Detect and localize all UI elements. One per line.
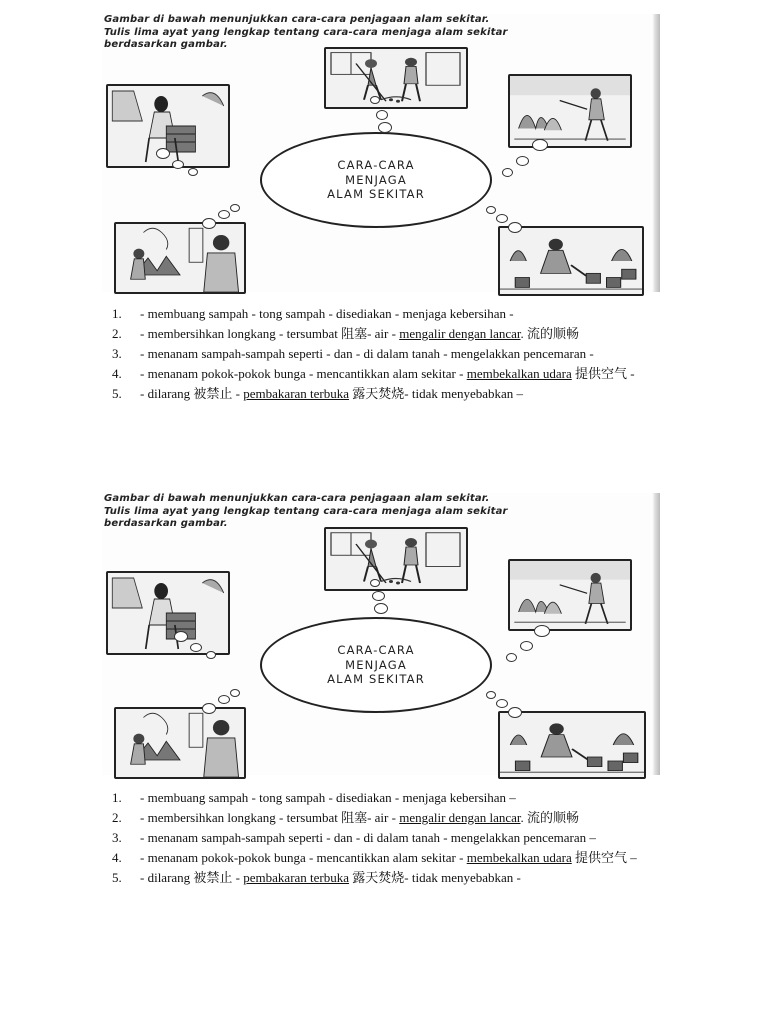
underlined-phrase: mengalir dengan lancar	[399, 810, 521, 825]
scene-planting-flowers	[498, 226, 644, 296]
answer-text	[140, 324, 652, 344]
answer-number: 2.	[112, 326, 122, 341]
answer-item	[112, 324, 652, 344]
thought-bubble	[370, 579, 380, 587]
scan-shadow	[652, 14, 660, 292]
instruction-line: Tulis lima ayat yang lengkap tentang cara-cara menjaga alam sekitar	[104, 505, 508, 517]
thought-bubble	[190, 643, 202, 652]
thought-bubble	[502, 168, 513, 177]
answer-text	[140, 364, 652, 384]
answer-number: 5.	[112, 870, 122, 885]
answer-text-part: - menanam pokok-pokok bunga - mencantikkan alam sekitar -	[140, 850, 467, 865]
scene-cleaning-drain	[106, 571, 230, 655]
thought-bubble	[202, 218, 216, 229]
worksheet-instructions	[104, 14, 508, 52]
center-title-line: ALAM SEKITAR	[327, 672, 425, 687]
answer-list-2	[112, 788, 652, 888]
answer-text	[140, 808, 652, 828]
thought-bubble	[202, 703, 216, 714]
answer-item	[112, 828, 652, 848]
underlined-phrase: pembakaran terbuka	[243, 386, 350, 401]
answer-number: 1.	[112, 306, 122, 321]
answer-text-part: - membersihkan longkang - tersumbat 阻塞- air -	[140, 810, 400, 825]
instruction-line: berdasarkan gambar.	[104, 518, 228, 529]
answer-number: 5.	[112, 386, 122, 401]
answer-text-part: - menanam pokok-pokok bunga - mencantikkan alam sekitar -	[140, 366, 467, 381]
thought-bubble	[496, 214, 508, 223]
scene-sweeping-rubbish	[324, 47, 468, 109]
underlined-phrase: membekalkan udara	[466, 366, 572, 381]
scan-shadow	[652, 493, 660, 775]
thought-bubble	[230, 689, 240, 697]
scene-burning-rubbish	[114, 222, 246, 294]
thought-bubble	[532, 139, 548, 151]
answer-number: 4.	[112, 366, 122, 381]
thought-bubble	[206, 651, 216, 659]
answer-item	[112, 788, 652, 808]
center-title-oval	[260, 617, 492, 713]
thought-bubble	[496, 699, 508, 708]
scene-planting-flowers	[498, 711, 646, 779]
thought-bubble	[486, 691, 496, 699]
scene-watering-garden	[508, 559, 632, 631]
underlined-phrase: pembakaran terbuka	[243, 870, 350, 885]
scene-sweeping-rubbish	[324, 527, 468, 591]
thought-bubble	[174, 631, 188, 642]
answer-number: 3.	[112, 346, 122, 361]
center-title-line: MENJAGA	[345, 657, 407, 672]
thought-bubble	[520, 641, 533, 651]
answer-text	[140, 868, 652, 888]
answer-text-part: - menanam sampah-sampah seperti - dan - di dalam tanah - mengelakkan pencemaran -	[140, 346, 594, 361]
center-title-line: MENJAGA	[345, 172, 407, 187]
answer-item	[112, 868, 652, 888]
answer-text-part: 露天焚烧- tidak menyebabkan –	[349, 386, 524, 401]
center-title-line: CARA-CARA	[337, 158, 415, 173]
answer-item	[112, 808, 652, 828]
answer-text-part: . 流的顺畅	[520, 326, 580, 341]
thought-bubble	[374, 603, 388, 614]
answer-text-part: - membuang sampah - tong sampah - disediakan - menjaga kebersihan –	[140, 790, 516, 805]
answer-text	[140, 788, 652, 808]
thought-bubble	[534, 625, 550, 637]
thought-bubble	[506, 653, 517, 662]
answer-text-part: - membuang sampah - tong sampah - disediakan - menjaga kebersihan -	[140, 306, 514, 321]
instruction-line: Gambar di bawah menunjukkan cara-cara penjagaan alam sekitar.	[104, 14, 490, 25]
worksheet-instructions	[104, 493, 508, 531]
answer-item	[112, 384, 652, 404]
answer-item	[112, 344, 652, 364]
thought-bubble	[172, 160, 184, 169]
answer-text-part: . 流的顺畅	[520, 810, 580, 825]
answer-number: 2.	[112, 810, 122, 825]
answer-text	[140, 344, 652, 364]
answer-text	[140, 848, 652, 868]
thought-bubble	[516, 156, 529, 166]
answer-text-part: - dilarang 被禁止 -	[140, 386, 244, 401]
worksheet-image-1	[102, 14, 660, 292]
answer-number: 1.	[112, 790, 122, 805]
center-title-line: ALAM SEKITAR	[327, 187, 425, 202]
thought-bubble	[188, 168, 198, 176]
thought-bubble	[508, 222, 522, 233]
answer-item	[112, 364, 652, 384]
answer-number: 4.	[112, 850, 122, 865]
answer-text-part: - dilarang 被禁止 -	[140, 870, 244, 885]
instruction-line: Gambar di bawah menunjukkan cara-cara penjagaan alam sekitar.	[104, 493, 490, 504]
answer-text-part: - menanam sampah-sampah seperti - dan - di dalam tanah - mengelakkan pencemaran –	[140, 830, 596, 845]
center-title-oval	[260, 132, 492, 228]
instruction-line: Tulis lima ayat yang lengkap tentang cara-cara menjaga alam sekitar	[104, 26, 508, 38]
answer-text	[140, 384, 652, 404]
answer-item	[112, 304, 652, 324]
underlined-phrase: membekalkan udara	[466, 850, 572, 865]
thought-bubble	[156, 148, 170, 159]
instruction-line: berdasarkan gambar.	[104, 39, 228, 50]
scene-watering-garden	[508, 74, 632, 148]
answer-text	[140, 828, 652, 848]
scene-burning-rubbish	[114, 707, 246, 779]
answer-text-part: 提供空气 –	[571, 850, 637, 865]
answer-list-1	[112, 304, 652, 404]
thought-bubble	[372, 591, 385, 601]
thought-bubble	[230, 204, 240, 212]
thought-bubble	[486, 206, 496, 214]
thought-bubble	[218, 210, 230, 219]
thought-bubble	[378, 122, 392, 133]
answer-text	[140, 304, 652, 324]
answer-text-part: 提供空气 -	[571, 366, 635, 381]
thought-bubble	[376, 110, 388, 120]
answer-text-part: 露天焚烧- tidak menyebabkan -	[349, 870, 521, 885]
thought-bubble	[508, 707, 522, 718]
thought-bubble	[370, 96, 380, 104]
thought-bubble	[218, 695, 230, 704]
answer-number: 3.	[112, 830, 122, 845]
answer-text-part: - membersihkan longkang - tersumbat 阻塞- air -	[140, 326, 400, 341]
answer-item	[112, 848, 652, 868]
underlined-phrase: mengalir dengan lancar	[399, 326, 521, 341]
worksheet-image-2	[102, 493, 660, 775]
center-title-line: CARA-CARA	[337, 643, 415, 658]
